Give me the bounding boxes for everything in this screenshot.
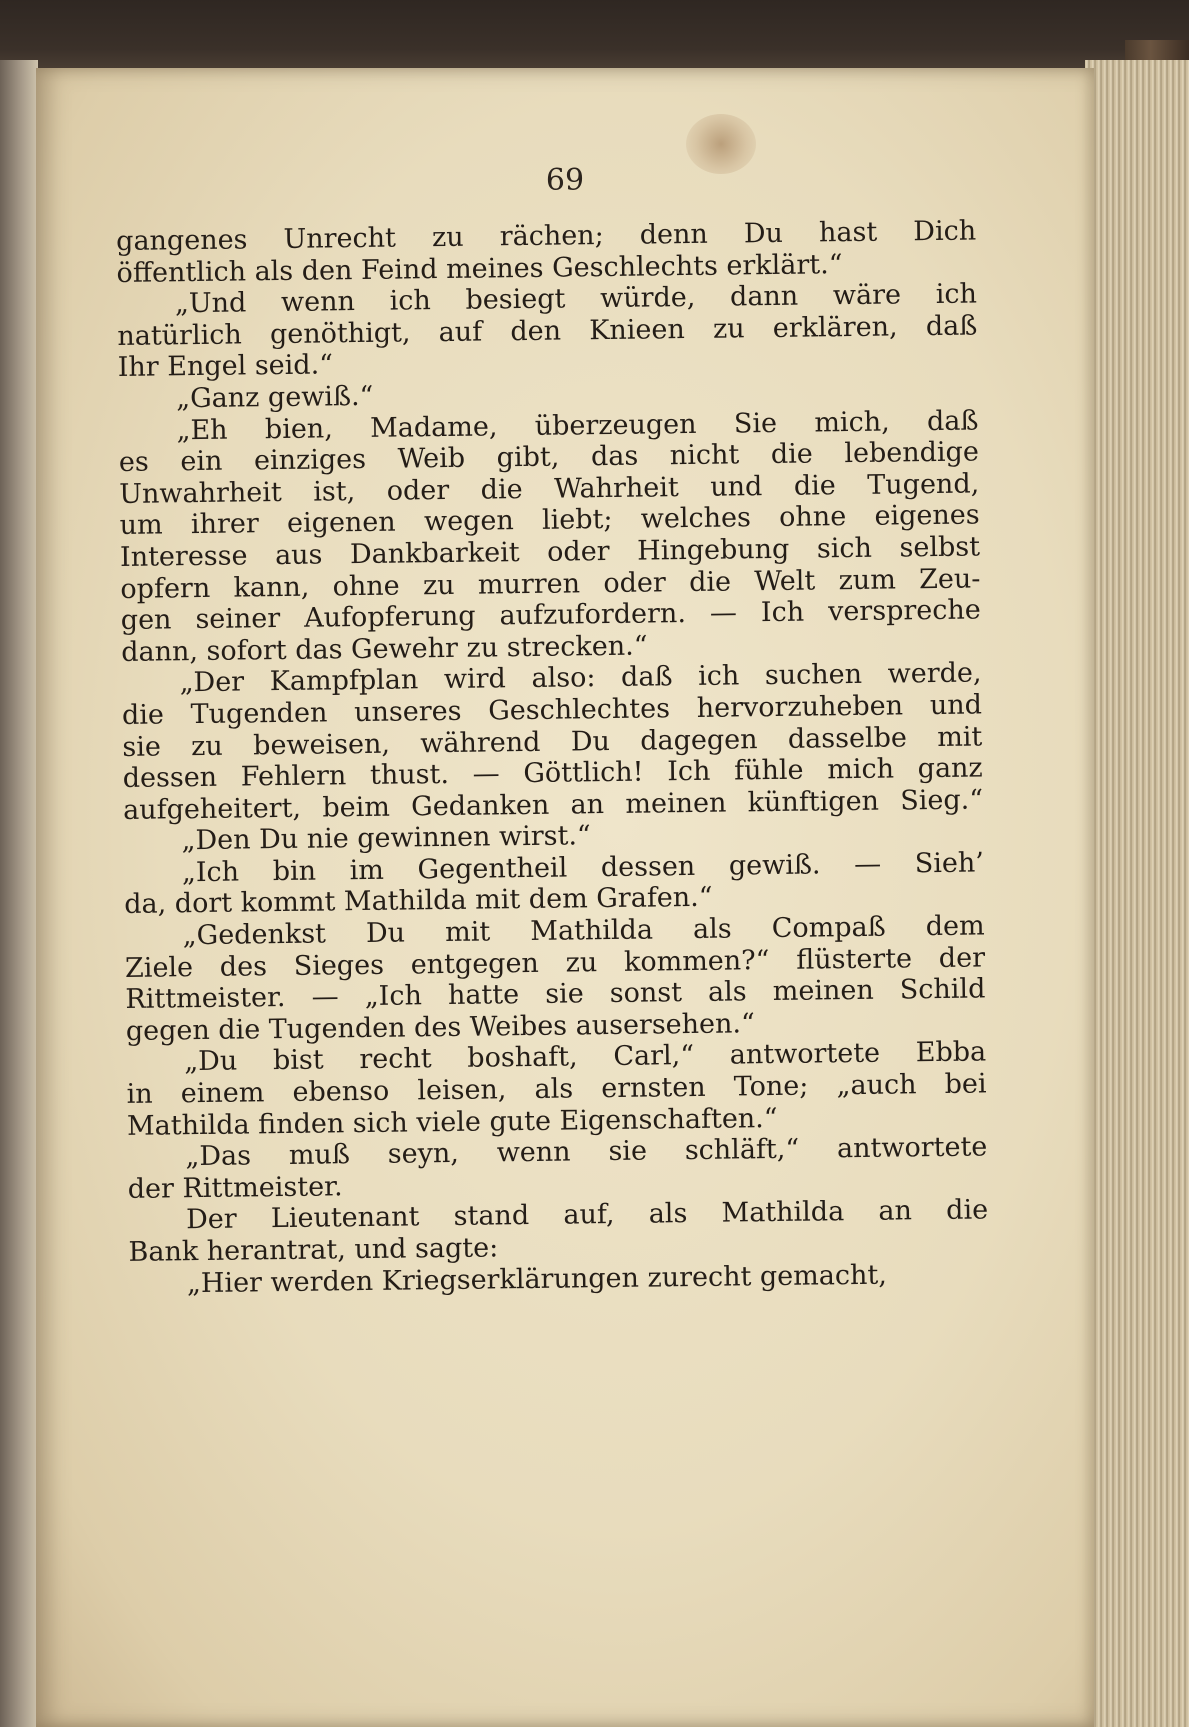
text-line: dann, sofort das Gewehr zu strecken.“ [121, 630, 648, 668]
text-line: in einem ebenso leisen, als ernsten Tone; „auch bei [126, 1068, 987, 1110]
text-line: gen seiner Aufopferung aufzufordern. — Ich verspreche [120, 594, 981, 637]
text-line: „Und wenn ich besiegt würde, dann wäre ich [174, 278, 978, 320]
text-line: um ihrer eigenen wegen liebt; welches ohne eigenes [119, 499, 980, 542]
text-line: opfern kann, ohne zu murren oder die Welt zum Zeu- [120, 562, 981, 605]
text-line: „Ich bin im Gegentheil dessen gewiß. — Sieh’ [181, 847, 985, 889]
text-line: Ziele des Sieges entgegen zu kommen?“ flüsterte der [124, 942, 986, 984]
text-line: es ein einziges Weib gibt, das nicht die lebendige [118, 436, 980, 479]
text-line: aufgeheitert, beim Gedanken an meinen künftigen Sieg.“ [122, 784, 984, 826]
text-line: „Eh bien, Madame, überzeugen Sie mich, daß [176, 405, 979, 446]
text-line: Ihr Engel seid.“ [117, 349, 334, 384]
text-line: die Tugenden unseres Geschlechtes hervorzuheben und [121, 689, 983, 731]
text-line: gangenes Unrecht zu rächen; denn Du hast Dich [116, 215, 977, 257]
text-line: da, dort kommt Mathilda mit dem Grafen.“ [124, 882, 713, 921]
text-line: dessen Fehlern thust. — Göttlich! Ich fühle mich ganz [122, 752, 983, 795]
text-line: „Hier werden Kriegserklärungen zurecht gemacht, [186, 1259, 888, 1299]
text-line: öffentlich als den Feind meines Geschlechts erklärt.“ [116, 248, 843, 289]
text-line: natürlich genöthigt, auf den Knieen zu erklären, daß [117, 310, 978, 352]
text-line: Unwahrheit ist, oder die Wahrheit und die Tugend, [119, 468, 980, 510]
text-line: Bank herantrat, und sagte: [128, 1232, 499, 1268]
text-line: Interesse aus Dankbarkeit oder Hingebung sich selbst [119, 531, 981, 573]
text-line: „Den Du nie gewinnen wirst.“ [181, 820, 591, 857]
page-body-text [116, 215, 989, 1300]
book-page [36, 68, 1094, 1727]
text-line: „Ganz gewiß.“ [175, 380, 374, 415]
page-stack-edge [1085, 60, 1189, 1727]
text-line: gegen die Tugenden des Weibes ausersehen.“ [125, 1008, 756, 1047]
page-number: 69 [545, 163, 585, 198]
text-line: Der Lieutenant stand auf, als Mathilda an die [185, 1194, 989, 1236]
text-line: der Rittmeister. [127, 1171, 343, 1205]
text-line: „Gedenkst Du mit Mathilda als Compaß dem [182, 910, 985, 952]
text-line: Mathilda finden sich viele gute Eigenschaften.“ [126, 1102, 778, 1142]
text-line: sie zu beweisen, während Du dagegen dasselbe mit [122, 720, 983, 763]
text-line: „Der Kampfplan wird also: daß ich suchen werde, [179, 657, 982, 699]
text-line: „Du bist recht boshaft, Carl,“ antwortete Ebba [184, 1036, 987, 1078]
text-line: Rittmeister. — „Ich hatte sie sonst als meinen Schild [125, 973, 986, 1016]
book-top-edge [0, 0, 1189, 70]
book-gutter [0, 60, 38, 1727]
text-line: „Das muß seyn, wenn sie schläft,“ antwortete [185, 1131, 988, 1173]
